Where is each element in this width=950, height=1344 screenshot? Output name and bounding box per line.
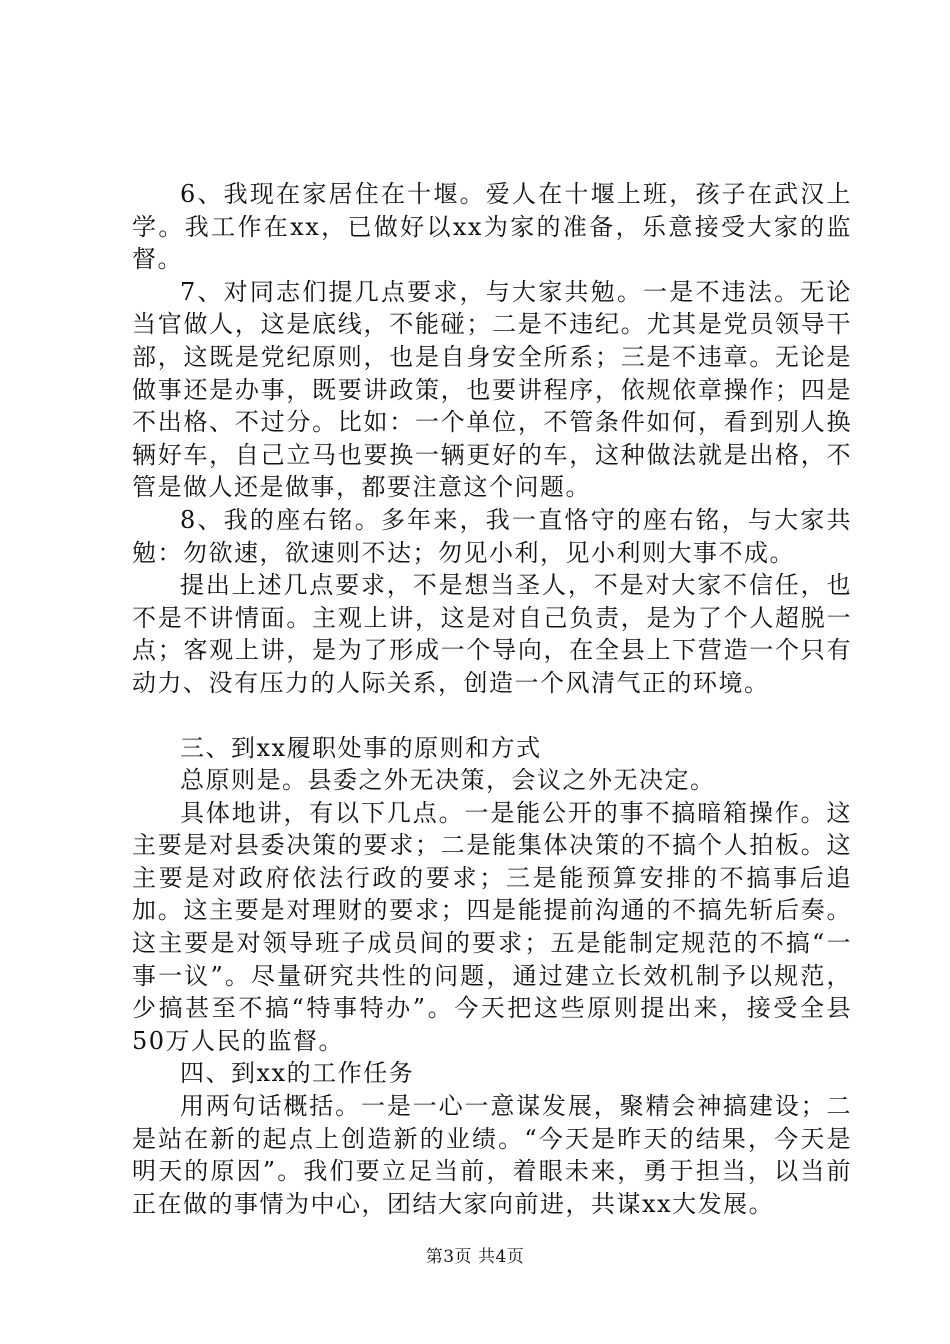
paragraph-item-8: 8、我的座右铭。多年来，我一直恪守的座右铭，与大家共勉：勿欲速，欲速则不达；勿见小利，见小利则大事不成。: [132, 505, 852, 567]
paragraph-item-7: 7、对同志们提几点要求，与大家共勉。一是不违法。无论当官做人，这是底线，不能碰；二是不违纪。尤其是党员领导干部，这既是党纪原则，也是自身安全所系；三是不违章。无论是做事还是办事，既要讲政策，也要讲程序，依规依章操作；四是不出格、不过分。比如：一个单位，不管条件如何，看到别人换辆好车，自己立马也要换一辆更好的车，这种做法就是出格，不管是做人还是做事，都要注意这个问题。: [132, 277, 852, 502]
document-body: [132, 178, 852, 1220]
paragraph-summary: 提出上述几点要求，不是想当圣人，不是对大家不信任，也不是不讲情面。主观上讲，这是对自己负责，是为了个人超脱一点；客观上讲，是为了形成一个导向，在全县上下营造一个只有动力、没有压力的人际关系，创造一个风清气正的环境。: [132, 571, 852, 697]
section-3-principle: 总原则是。县委之外无决策，会议之外无决定。: [180, 766, 716, 795]
section-heading-4: 四、到xx的工作任务: [180, 1059, 415, 1088]
page-footer: 第3页 共4页: [425, 1247, 525, 1267]
section-heading-3: 三、到xx履职处事的原则和方式: [180, 733, 542, 762]
paragraph-item-6: 6、我现在家居住在十堰。爱人在十堰上班，孩子在武汉上学。我工作在xx，已做好以xx为家的准备，乐意接受大家的监督。: [132, 180, 852, 274]
section-3-details: 具体地讲，有以下几点。一是能公开的事不搞暗箱操作。这主要是对县委决策的要求；二是能集体决策的不搞个人拍板。这主要是对政府依法行政的要求；三是能预算安排的不搞事后追加。这主要是对理财的要求；四是能提前沟通的不搞先斩后奏。这主要是对领导班子成员间的要求；五是能制定规范的不搞“一事一议”。尽量研究共性的问题，通过建立长效机制予以规范，少搞甚至不搞“特事特办”。今天把这些原则提出来，接受全县50万人民的监督。: [132, 798, 852, 1055]
section-4-tasks: 用两句话概括。一是一心一意谋发展，聚精会神搞建设；二是站在新的起点上创造新的业绩。“今天是昨天的结果，今天是明天的原因”。我们要立足当前，着眼未来，勇于担当，以当前正在做的事情为中心，团结大家向前进，共谋xx大发展。: [132, 1092, 852, 1218]
section-spacer: [132, 700, 852, 732]
